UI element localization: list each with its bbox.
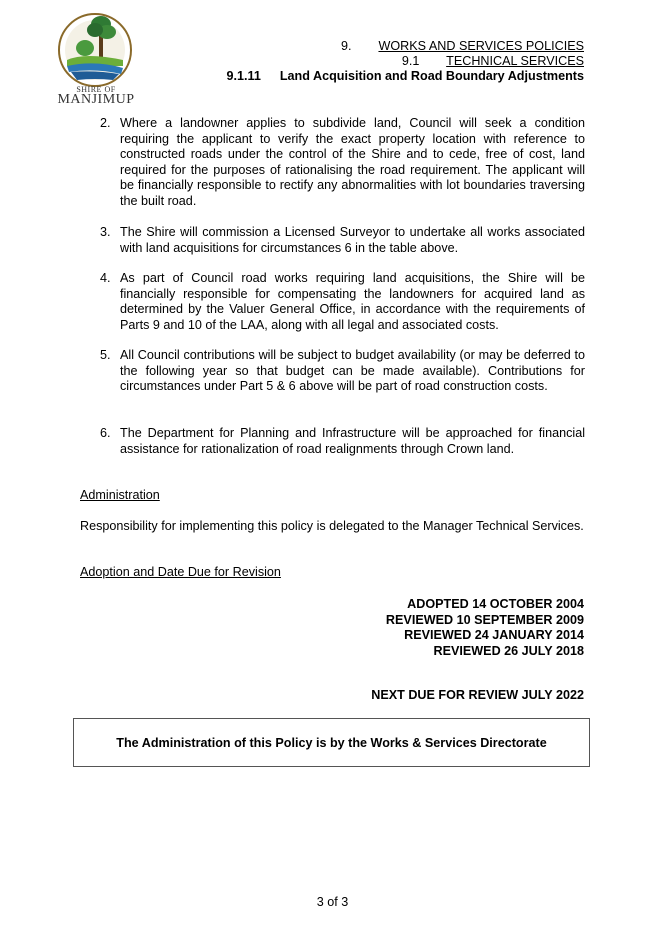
item-text: The Department for Planning and Infrastructure will be approached for financial assistance for rationalization of road realignments through Crown land. [120,426,585,456]
policy-item [100,426,585,457]
subsection-number: 9.1 [401,54,420,68]
item-number: 2. [100,116,111,130]
item-number: 6. [100,426,111,440]
administration-heading: Administration [80,488,160,502]
policy-item [100,271,585,333]
page-number: 3 of 3 [316,895,349,909]
policy-item [100,225,585,256]
item-text: Where a landowner applies to subdivide land, Council will seek a condition requiring the applicant to verify the exact property location with reference to constructed roads under the control of the Shire and to cede, free of cost, land required for the purposes of rationalising the road requirement. The applicant will be financially responsible to rectify any abnormalities with lot boundaries traversing the built road. [120,116,585,208]
subsection-title: TECHNICAL SERVICES [446,54,584,68]
adoption-dates [386,597,584,659]
section-heading [341,39,584,54]
reviewed-line: REVIEWED 26 JULY 2018 [433,643,584,658]
adoption-heading: Adoption and Date Due for Revision [80,565,281,579]
shire-logo-emblem [55,10,135,90]
administration-text: Responsibility for implementing this policy is delegated to the Manager Technical Services. [80,519,584,533]
section-title: WORKS AND SERVICES POLICIES [378,39,584,53]
logo-large-text: MANJIMUP [57,92,135,107]
subsection-heading [402,54,584,69]
item-text: As part of Council road works requiring land acquisitions, the Shire will be financially responsible for compensating the landowners for acquired land as determined by the Valuer General Office, in accordance with the requirements of Parts 9 and 10 of the LAA, along with all legal and associated costs. [120,271,585,332]
item-number: 4. [100,271,111,285]
item-number: 5. [100,348,111,362]
item-text: The Shire will commission a Licensed Surveyor to undertake all works associated with land acquisitions for circumstances 6 in the table above. [120,225,585,255]
logo-small-text: SHIRE OF [76,85,116,94]
next-review-line: NEXT DUE FOR REVIEW JULY 2022 [371,688,584,702]
policy-title: Land Acquisition and Road Boundary Adjustments [279,69,584,83]
administration-box [73,718,590,767]
item-text: All Council contributions will be subject to budget availability (or may be deferred to the following year so that budget can be made available). Contributions for circumstances under Part 5 & 6 above will be part of road construction costs. [120,348,585,394]
reviewed-line: REVIEWED 10 SEPTEMBER 2009 [385,612,584,627]
policy-number: 9.1.11 [226,69,261,83]
administration-box-text: The Administration of this Policy is by the Works & Services Directorate [116,735,547,750]
section-number: 9. [340,39,352,53]
adopted-line: ADOPTED 14 OCTOBER 2004 [407,597,584,611]
policy-heading [227,69,584,84]
policy-item [100,348,585,395]
policy-item [100,116,585,210]
item-number: 3. [100,225,111,239]
reviewed-line: REVIEWED 24 JANUARY 2014 [404,628,584,642]
